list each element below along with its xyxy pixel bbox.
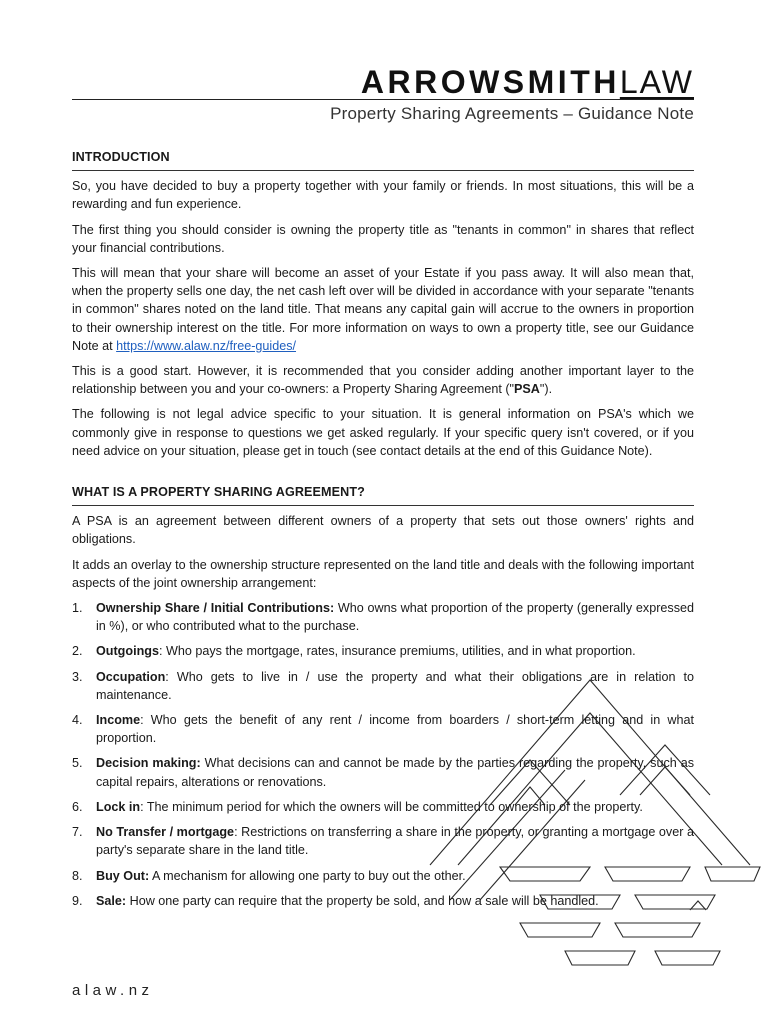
footer-website: alaw.nz <box>72 982 154 999</box>
intro-paragraph-4 <box>72 362 694 398</box>
list-item <box>72 599 694 635</box>
section-spacer <box>72 467 694 483</box>
list-item-title: Ownership Share / Initial Contributions: <box>96 601 335 616</box>
list-item-number: 3. <box>72 669 83 684</box>
list-item-text: How one party can require that the property be sold, and how a sale will be handled. <box>126 893 599 908</box>
list-item <box>72 668 694 704</box>
list-item <box>72 754 694 790</box>
list-item-text: : Restrictions on transferring a share in the property, or granting a mortgage over a party's separate share in the land title. <box>96 825 694 858</box>
list-item <box>72 867 694 885</box>
list-item-number: 2. <box>72 644 83 659</box>
logo-suffix-text: LAW <box>619 64 694 100</box>
list-item-title: Income <box>96 713 141 728</box>
list-item-number: 1. <box>72 601 83 616</box>
list-item-title: Sale: <box>96 893 127 908</box>
psa-section-heading: WHAT IS A PROPERTY SHARING AGREEMENT? <box>72 483 694 506</box>
list-item-title: No Transfer / mortgage <box>96 825 235 840</box>
list-item <box>72 642 694 660</box>
list-item-text: What decisions can and cannot be made by the parties regarding the property, such as capital repairs, alterations or renovations. <box>96 756 694 789</box>
list-item <box>72 892 694 910</box>
list-item <box>72 798 694 816</box>
psa-abbreviation: PSA <box>514 382 540 397</box>
list-item-text: : Who gets the benefit of any rent / income from boarders / short-term letting and in what proportion. <box>96 713 694 746</box>
list-item-title: Buy Out: <box>96 868 150 883</box>
free-guides-link[interactable]: https://www.alaw.nz/free-guides/ <box>116 338 297 353</box>
list-item-title: Outgoings <box>96 644 159 659</box>
document-subtitle: Property Sharing Agreements – Guidance Note <box>330 104 694 123</box>
logo-main-text: ARROWSMITH <box>360 64 620 100</box>
psa-paragraph-1: A PSA is an agreement between different owners of a property that sets out those owners' rights and obligations. <box>72 514 694 547</box>
psa-paragraph-2: It adds an overlay to the ownership structure represented on the land title and deals with the following important aspects of the joint ownership arrangement: <box>72 557 694 590</box>
intro-paragraph-3-text: This will mean that your share will become an asset of your Estate if you pass away. It will also mean that, when the property sells one day, the net cash left over will be divided in accordance with your separate "tenants in common" shares noted on the land title. That means any capital gain will accrue to the owners in proportion to their ownership interest on the title. For more information on ways to own a property title, see our Guidance Note at <box>72 266 694 353</box>
list-item-text: : The minimum period for which the owners will be committed to ownership of the property. <box>140 799 643 814</box>
list-item-title: Decision making: <box>96 756 201 771</box>
document-body <box>72 148 694 917</box>
list-item-number: 6. <box>72 799 83 814</box>
list-item <box>72 823 694 859</box>
list-item-title: Occupation <box>96 669 166 684</box>
intro-paragraph-1: So, you have decided to buy a property together with your family or friends. In most situations, this will be a rewarding and fun experience. <box>72 179 694 212</box>
intro-paragraph-5: The following is not legal advice specific to your situation. It is general information on PSA's which we commonly give in response to questions we get asked regularly. If your specific query isn't covered, or if you need advice on your situation, please get in touch (see contact details at the end of this Guidance Note). <box>72 407 694 458</box>
company-logo <box>72 64 694 100</box>
list-item-number: 9. <box>72 893 83 908</box>
document-header <box>72 64 694 126</box>
list-item-text: Who owns what proportion of the property (generally expressed in %), or who contributed what to the purchase. <box>96 601 694 634</box>
psa-aspects-list <box>72 599 694 910</box>
list-item-number: 7. <box>72 825 83 840</box>
intro-paragraph-4-end: "). <box>539 382 553 397</box>
introduction-heading: INTRODUCTION <box>72 148 694 171</box>
list-item-number: 4. <box>72 713 83 728</box>
list-item-title: Lock in <box>96 799 141 814</box>
intro-paragraph-2: The first thing you should consider is owning the property title as "tenants in common" in shares that reflect your financial contributions. <box>72 222 694 255</box>
intro-paragraph-4-text: This is a good start. However, it is recommended that you consider adding another important layer to the relationship between you and your co-owners: a Property Sharing Agreement (" <box>72 364 694 397</box>
list-item-text: : Who pays the mortgage, rates, insurance premiums, utilities, and in what proportion. <box>158 644 636 659</box>
list-item <box>72 711 694 747</box>
list-item-text: A mechanism for allowing one party to buy out the other. <box>149 868 466 883</box>
intro-paragraph-3 <box>72 264 694 355</box>
list-item-text: : Who gets to live in / use the property and what their obligations are in relation to maintenance. <box>96 669 694 702</box>
list-item-number: 8. <box>72 868 83 883</box>
list-item-number: 5. <box>72 756 83 771</box>
